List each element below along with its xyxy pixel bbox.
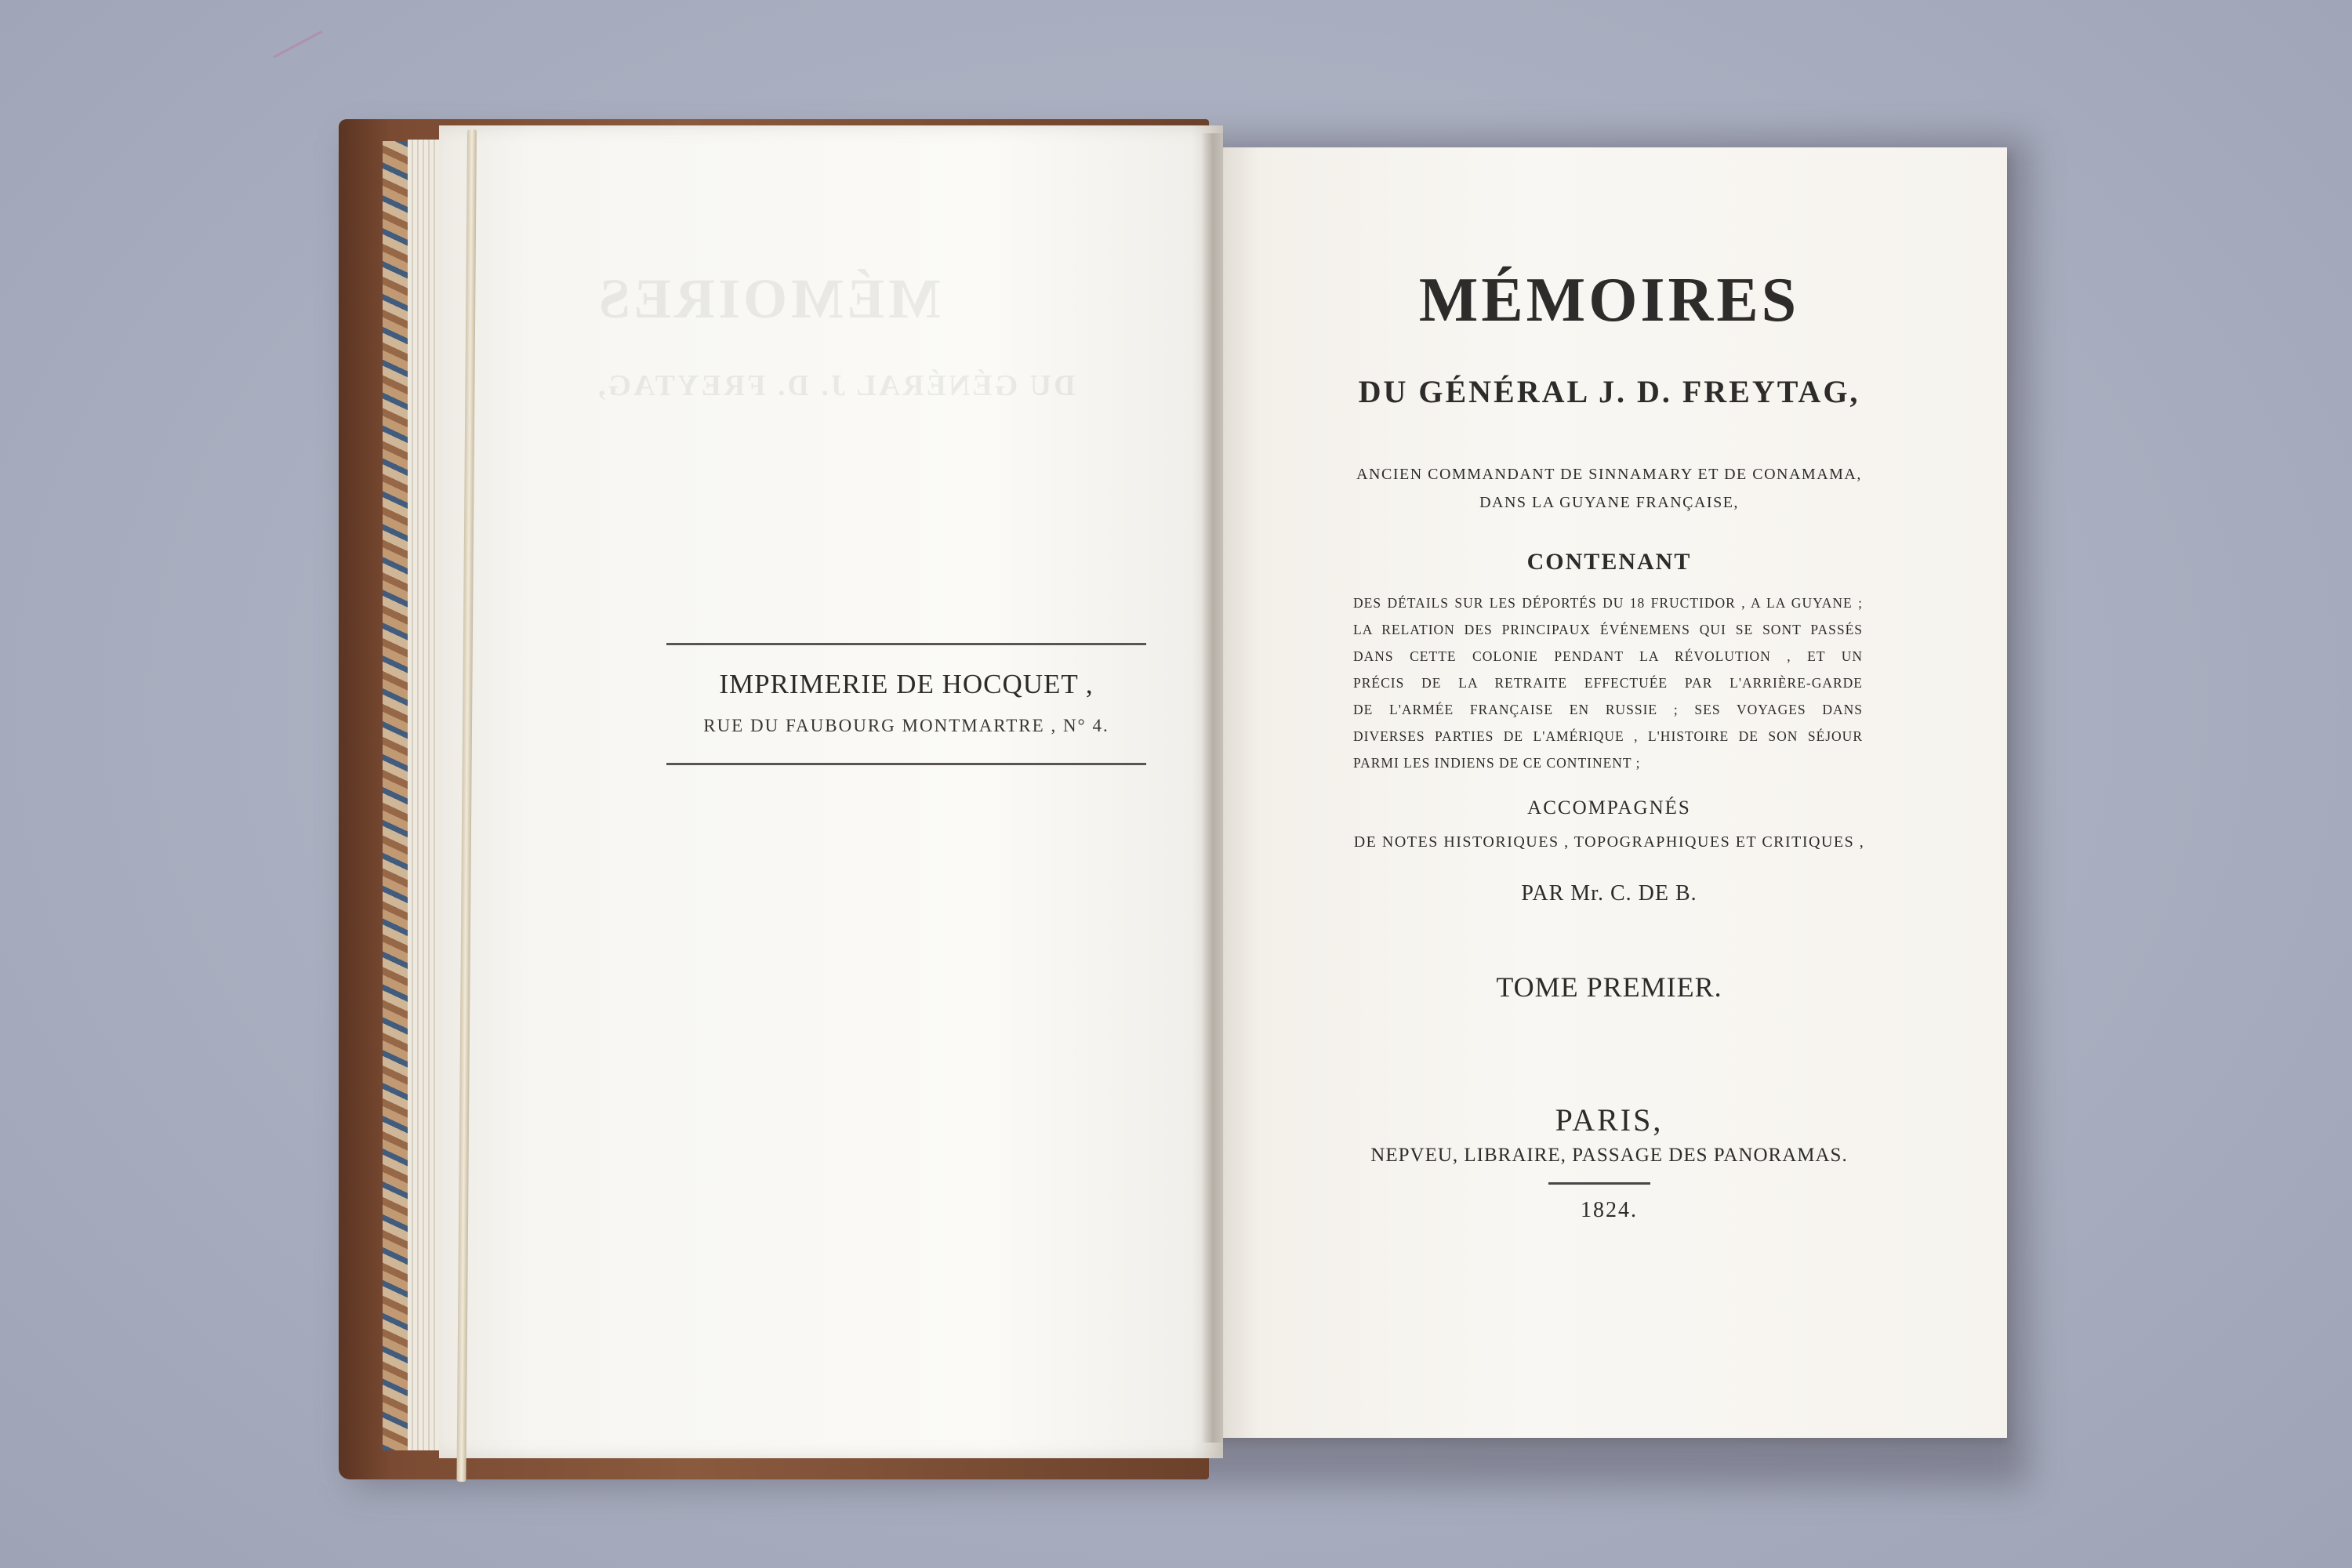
bleed-through-title: MÉMOIRES — [596, 267, 942, 330]
contents-line: LA RELATION DES PRINCIPAUX ÉVÉNEMENS QUI SE SONT PASSÉS — [1353, 622, 1863, 637]
author-role: ANCIEN COMMANDANT DE SINNAMARY ET DE CONAMAMA, — [1356, 466, 1862, 483]
imprint-rule — [1548, 1182, 1650, 1185]
imprint-address: RUE DU FAUBOURG MONTMARTRE , N° 4. — [703, 716, 1109, 735]
contents-line: PRÉCIS DE LA RETRAITE EFFECTUÉE PAR L'ARRIÈRE-GARDE — [1353, 675, 1863, 691]
contents-description — [1353, 590, 1863, 776]
contenant-heading: CONTENANT — [1526, 549, 1692, 575]
contents-line: PARMI LES INDIENS DE CE CONTINENT ; — [1353, 755, 1641, 771]
book-author: DU GÉNÉRAL J. D. FREYTAG, — [1358, 374, 1860, 409]
editor-credit: PAR Mr. C. DE B. — [1521, 881, 1697, 906]
volume-label: TOME PREMIER. — [1496, 971, 1722, 1003]
publication-city: PARIS, — [1555, 1102, 1664, 1138]
bleed-through-author: DU GÉNÉRAL J. D. FREYTAG, — [596, 369, 1076, 402]
pen-mark — [273, 31, 322, 59]
contents-line: DANS CETTE COLONIE PENDANT LA RÉVOLUTION , ET UN — [1353, 648, 1863, 664]
accompagnes-heading: ACCOMPAGNÉS — [1527, 797, 1691, 818]
notes-line: DE NOTES HISTORIQUES , TOPOGRAPHIQUES ET CRITIQUES , — [1353, 833, 1865, 851]
publisher-line: NEPVEU, LIBRAIRE, PASSAGE DES PANORAMAS. — [1370, 1145, 1848, 1166]
imprint-printer: IMPRIMERIE DE HOCQUET , — [719, 669, 1094, 699]
author-location: DANS LA GUYANE FRANÇAISE, — [1479, 494, 1739, 511]
publication-year: 1824. — [1581, 1198, 1638, 1222]
imprint-top-rule — [666, 643, 1146, 645]
contents-line: DE L'ARMÉE FRANÇAISE EN RUSSIE ; SES VOYAGES DANS — [1353, 702, 1863, 717]
printer-imprint — [666, 643, 1146, 765]
imprint-bottom-rule — [666, 763, 1146, 765]
contents-line: DES DÉTAILS SUR LES DÉPORTÉS DU 18 FRUCTIDOR , A LA GUYANE ; — [1353, 595, 1863, 611]
book-title: MÉMOIRES — [1418, 266, 1800, 335]
contents-line: DIVERSES PARTIES DE L'AMÉRIQUE , L'HISTOIRE DE SON SÉJOUR — [1353, 728, 1863, 744]
title-page — [1211, 147, 2007, 1438]
